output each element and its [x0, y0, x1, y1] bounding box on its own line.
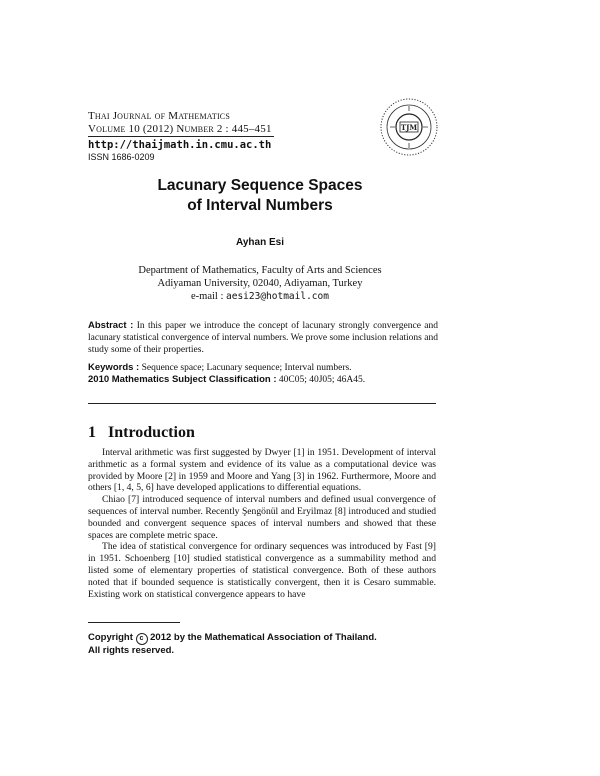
affiliation-line-1: Department of Mathematics, Faculty of Arts and Sciences: [138, 265, 382, 276]
title-line-2: of Interval Numbers: [187, 197, 333, 214]
section-divider: [88, 403, 436, 404]
keywords-text: Sequence space; Lacunary sequence; Interval numbers.: [141, 363, 352, 373]
copyright-prefix: Copyright: [88, 632, 133, 643]
msc-text: 40C05; 40J05; 46A45.: [278, 375, 366, 385]
journal-issn: ISSN 1686-0209: [88, 152, 155, 162]
email-label: e-mail :: [191, 291, 224, 302]
paragraph: The idea of statistical convergence for ordinary sequences was introduced by Fast [9] in 1951. Schoenberg [10] studied statistical convergence as a summability method and listed some of elementary properties of statistical convergence. Both of these authors noted that if bounded sequence is statistically convergent, then it is Cesaro summable. Existing work on statistical convergence appears to have: [88, 541, 436, 600]
journal-url-link[interactable]: http://thaijmath.in.cmu.ac.th: [88, 139, 272, 151]
rights-text: All rights reserved.: [88, 645, 175, 656]
msc-label: 2010 Mathematics Subject Classification :: [88, 374, 277, 385]
journal-name: Thai Journal of Mathematics: [88, 110, 230, 122]
section-heading: [88, 424, 195, 442]
copyright-text: 2012 by the Mathematical Association of Thailand.: [150, 632, 377, 643]
paper-title: [0, 176, 520, 216]
journal-seal-logo: [378, 96, 440, 158]
paragraph: Interval arithmetic was first suggested by Dwyer [1] in 1951. Development of interval arithmetic as a formal system and evidence of its value as a computational device was provided by Moore [2] in 1959 and Moore and Yang [3] in 1962. Furthermore, Moore and others [1, 4, 5, 6] have developed applications to differential equations.: [88, 447, 436, 494]
copyright-symbol: c: [136, 633, 148, 645]
section-number: 1: [88, 424, 96, 441]
header-divider: [88, 136, 274, 137]
affiliation-line-2: Adiyaman University, 02040, Adiyaman, Turkey: [157, 278, 363, 289]
seal-text: TJM: [400, 123, 418, 132]
footnote-divider: [88, 622, 180, 623]
author-affiliation: [0, 264, 520, 303]
section-title: Introduction: [108, 424, 195, 441]
author-name: Ayhan Esi: [236, 237, 284, 248]
abstract-text: In this paper we introduce the concept of lacunary strongly convergence and lacunary statistical convergence of interval numbers. We prove some inclusion relations and study some of their properties.: [88, 321, 439, 355]
email-link[interactable]: aesi23@hotmail.com: [226, 291, 329, 302]
abstract: [88, 320, 438, 356]
journal-header: [88, 110, 288, 136]
paragraph: Chiao [7] introduced sequence of interval numbers and defined usual convergence of sequences of interval number. Recently Şengönül and Eryilmaz [8] introduced and studied bounded and convergent sequence spaces of interval numbers and showed that these spaces are complete metric space.: [88, 494, 436, 541]
copyright-footnote: [88, 632, 438, 657]
abstract-label: Abstract :: [88, 320, 134, 331]
title-line-1: Lacunary Sequence Spaces: [157, 177, 363, 194]
email-line: [0, 290, 520, 303]
introduction-body: [88, 447, 436, 600]
journal-volume: Volume 10 (2012) Number 2 : 445–451: [88, 123, 272, 135]
keywords-block: [88, 362, 438, 386]
keywords-label: Keywords :: [88, 362, 140, 373]
